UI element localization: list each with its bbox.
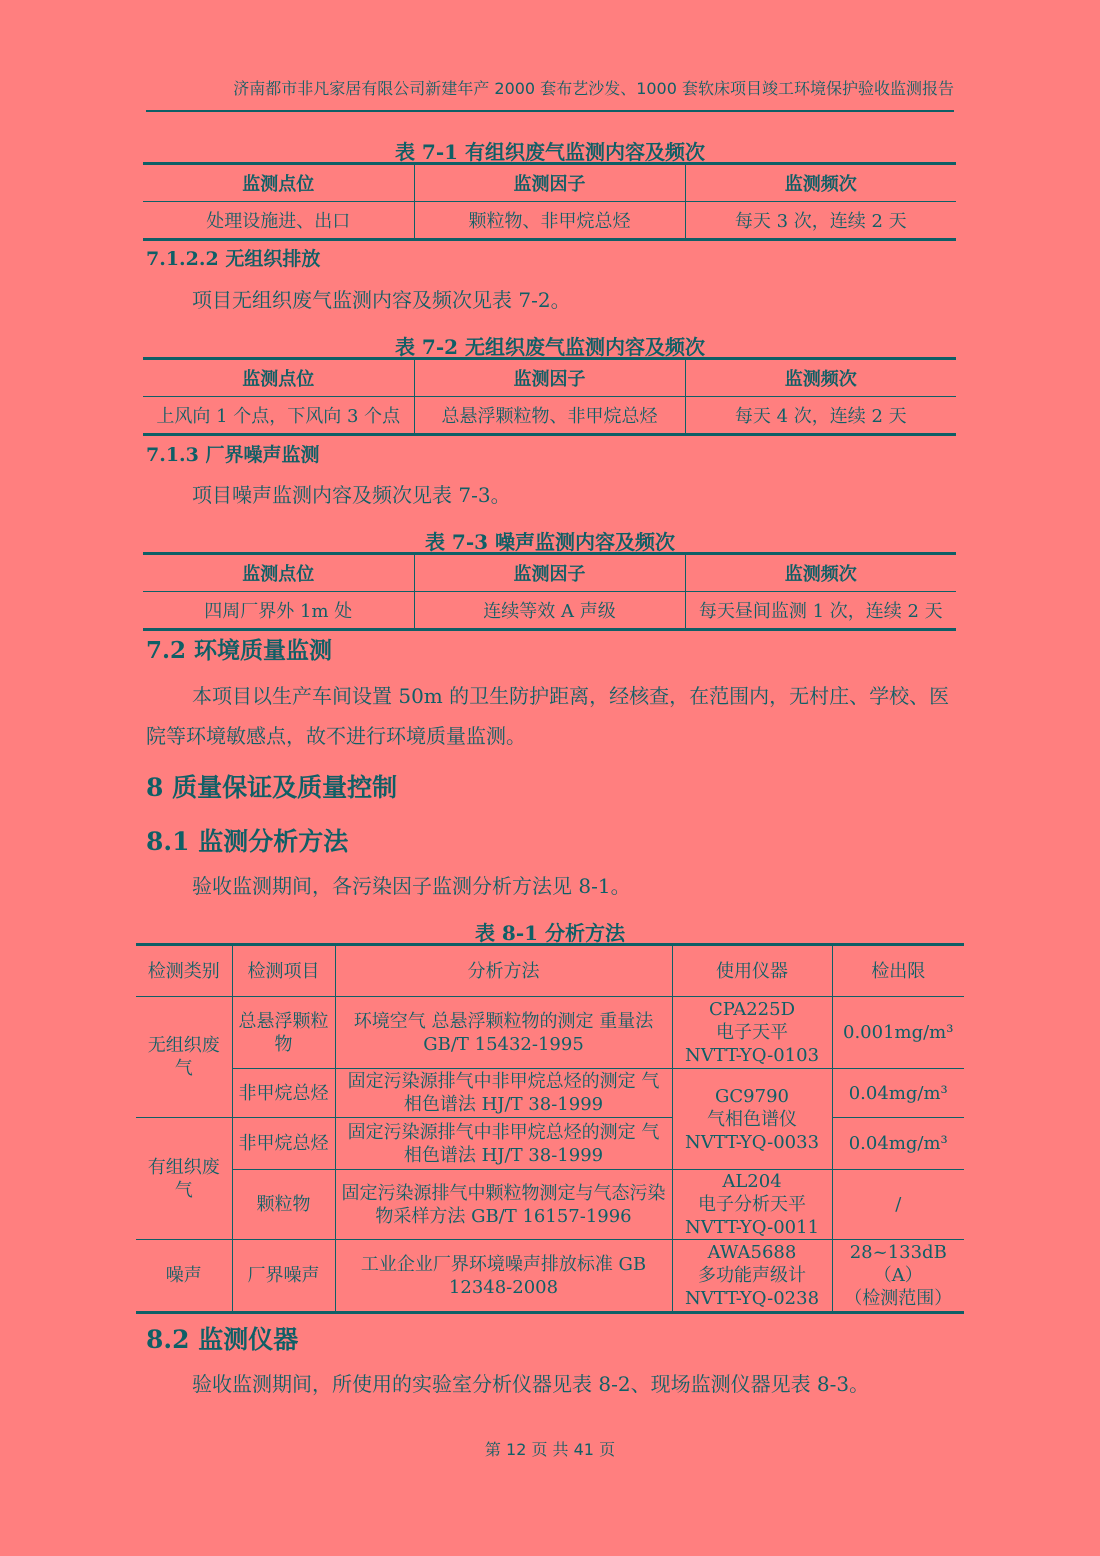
table-cell: 工业企业厂界环境噪声排放标准 GB 12348-2008 [335, 1240, 672, 1313]
section-7-1-2-2-heading: 7.1.2.2 无组织排放 [146, 248, 321, 270]
table-cell: CPA225D 电子天平 NVTT-YQ-0103 [672, 997, 832, 1069]
table-cell: 总悬浮颗粒物、非甲烷总烃 [414, 397, 685, 435]
section-7-1-2-2-paragraph: 项目无组织废气监测内容及频次见表 7-2。 [192, 288, 571, 312]
table-7-1 [143, 162, 956, 241]
table-header: 监测频次 [685, 554, 956, 592]
table-header: 监测因子 [414, 164, 685, 202]
table-7-3-caption: 表 7-3 噪声监测内容及频次 [424, 530, 676, 554]
table-8-1 [136, 943, 964, 1314]
table-cell: 固定污染源排气中颗粒物测定与气态污染物采样方法 GB/T 16157-1996 [335, 1170, 672, 1240]
table-header: 监测点位 [143, 554, 414, 592]
section-8-1-heading: 8.1 监测分析方法 [146, 827, 349, 856]
table-header: 监测点位 [143, 359, 414, 397]
table-header: 检出限 [832, 945, 964, 997]
table-cell: AL204 电子分析天平 NVTT-YQ-0011 [672, 1170, 832, 1240]
table-7-3 [143, 552, 956, 631]
table-cell: 四周厂界外 1m 处 [143, 592, 414, 630]
section-8-heading: 8 质量保证及质量控制 [146, 773, 398, 802]
table-cell-category: 噪声 [136, 1240, 232, 1313]
table-cell: 每天 3 次，连续 2 天 [685, 202, 956, 240]
table-header: 监测频次 [685, 164, 956, 202]
table-cell-category: 无组织废气 [136, 997, 232, 1118]
table-header: 检测类别 [136, 945, 232, 997]
table-cell-category: 有组织废气 [136, 1118, 232, 1240]
table-cell: 总悬浮颗粒物 [232, 997, 335, 1069]
table-cell: 固定污染源排气中非甲烷总烃的测定 气相色谱法 HJ/T 38-1999 [335, 1118, 672, 1170]
table-cell: 非甲烷总烃 [232, 1118, 335, 1170]
table-cell: 非甲烷总烃 [232, 1069, 335, 1118]
table-cell: 颗粒物 [232, 1170, 335, 1240]
table-cell: / [832, 1170, 964, 1240]
table-cell: 0.04mg/m³ [832, 1118, 964, 1170]
section-7-1-3-paragraph: 项目噪声监测内容及频次见表 7-3。 [192, 483, 511, 507]
section-8-2-heading: 8.2 监测仪器 [146, 1325, 299, 1354]
table-8-1-caption: 表 8-1 分析方法 [474, 921, 626, 945]
table-cell: 环境空气 总悬浮颗粒物的测定 重量法 GB/T 15432-1995 [335, 997, 672, 1069]
table-header: 监测频次 [685, 359, 956, 397]
table-cell: 固定污染源排气中非甲烷总烃的测定 气相色谱法 HJ/T 38-1999 [335, 1069, 672, 1118]
page-footer: 第 12 页 共 41 页 [484, 1440, 616, 1459]
section-8-2-paragraph: 验收监测期间，所使用的实验室分析仪器见表 8-2、现场监测仪器见表 8-3。 [192, 1372, 870, 1396]
section-8-1-paragraph: 验收监测期间，各污染因子监测分析方法见 8-1。 [192, 874, 631, 898]
section-7-2-paragraph: 本项目以生产车间设置 50m 的卫生防护距离，经核查，在范围内，无村庄、学校、医院等环境敏感点，故不进行环境质量监测。 [146, 684, 950, 748]
table-7-2-caption: 表 7-2 无组织废气监测内容及频次 [394, 335, 706, 359]
table-7-1-caption: 表 7-1 有组织废气监测内容及频次 [394, 140, 706, 164]
table-cell: 厂界噪声 [232, 1240, 335, 1313]
page-header: 济南都市非凡家居有限公司新建年产 2000 套布艺沙发、1000 套软床项目竣工环境保护验收监测报告 [233, 79, 954, 98]
table-cell: 0.04mg/m³ [832, 1069, 964, 1118]
table-header: 分析方法 [335, 945, 672, 997]
table-header: 检测项目 [232, 945, 335, 997]
header-divider [146, 110, 954, 112]
table-header: 使用仪器 [672, 945, 832, 997]
table-cell: 每天昼间监测 1 次，连续 2 天 [685, 592, 956, 630]
table-cell: 28~133dB （A） （检测范围） [832, 1240, 964, 1313]
table-header: 监测点位 [143, 164, 414, 202]
section-7-1-3-heading: 7.1.3 厂界噪声监测 [146, 444, 320, 466]
table-cell: 上风向 1 个点，下风向 3 个点 [143, 397, 414, 435]
table-cell: 颗粒物、非甲烷总烃 [414, 202, 685, 240]
table-header: 监测因子 [414, 359, 685, 397]
table-header: 监测因子 [414, 554, 685, 592]
table-7-2 [143, 357, 956, 436]
table-cell: 处理设施进、出口 [143, 202, 414, 240]
table-cell: 连续等效 A 声级 [414, 592, 685, 630]
table-cell: 每天 4 次，连续 2 天 [685, 397, 956, 435]
table-cell: 0.001mg/m³ [832, 997, 964, 1069]
table-cell: GC9790 气相色谱仪 NVTT-YQ-0033 [672, 1069, 832, 1170]
section-7-2-heading: 7.2 环境质量监测 [146, 637, 333, 664]
table-cell: AWA5688 多功能声级计 NVTT-YQ-0238 [672, 1240, 832, 1313]
